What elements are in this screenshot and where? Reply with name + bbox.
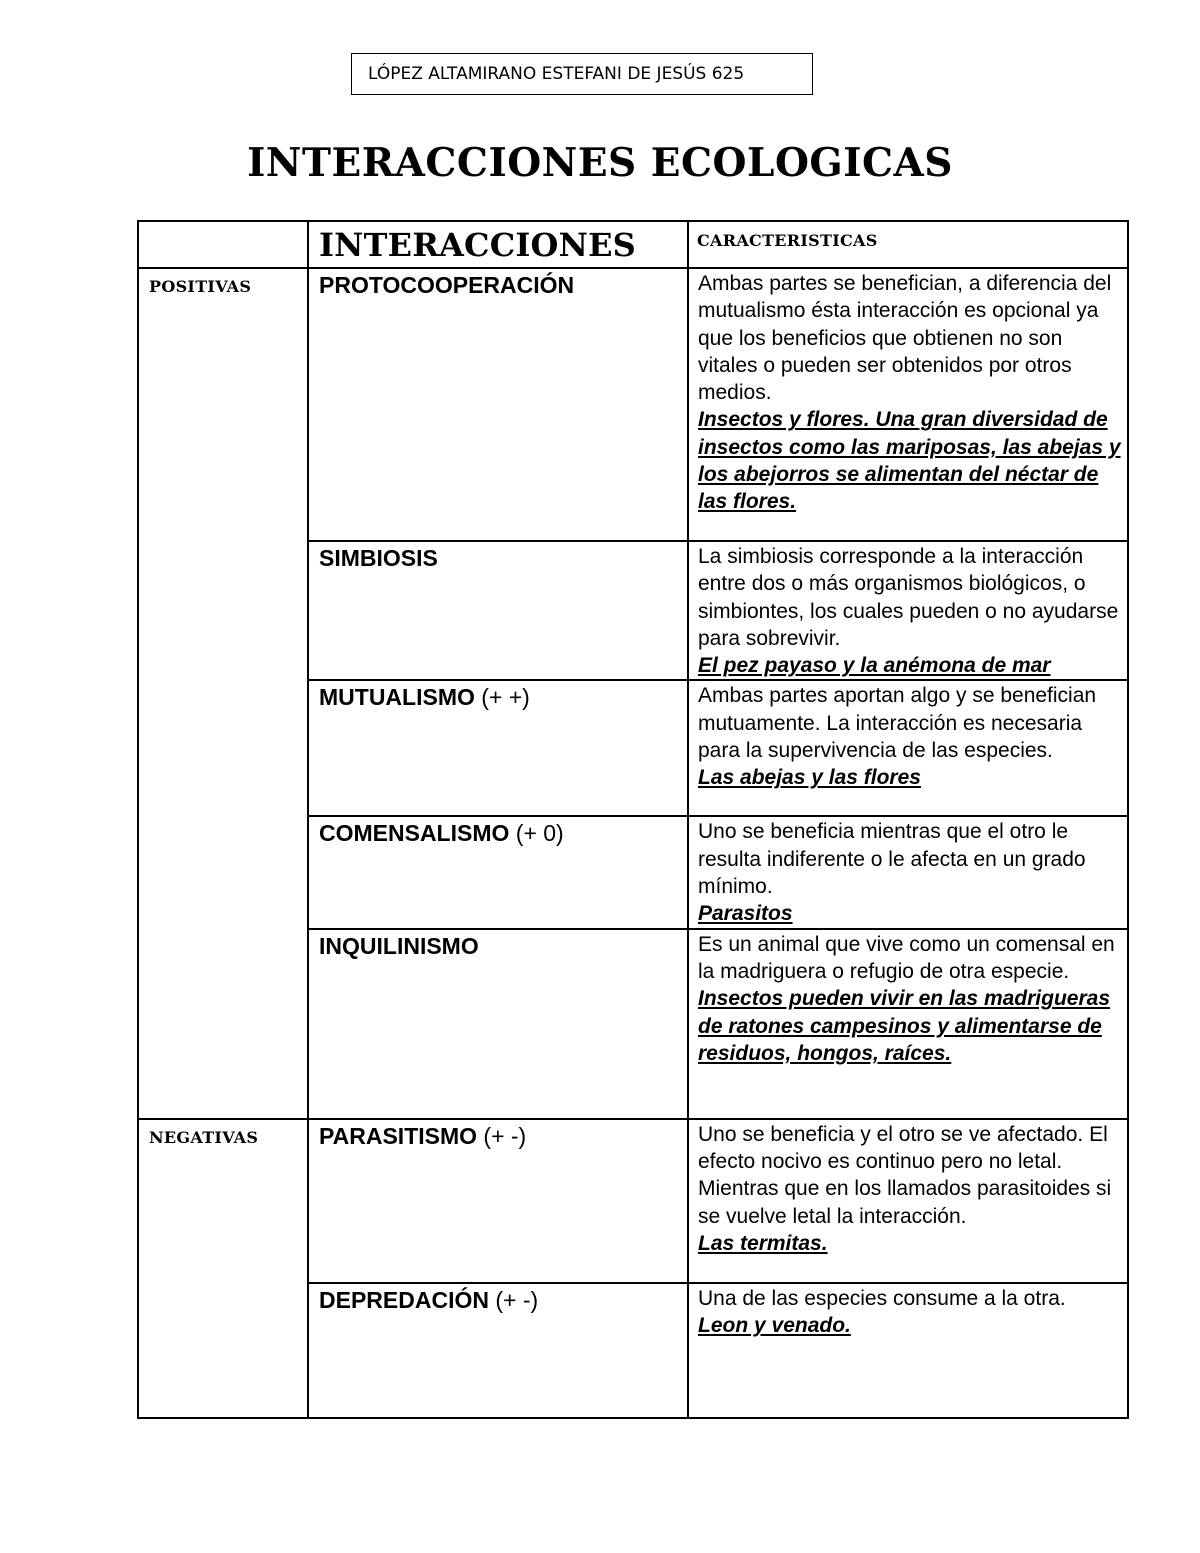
interaction-cell <box>308 1119 688 1283</box>
header-caracteristicas <box>688 221 1128 268</box>
interaction-name: SIMBIOSIS <box>319 545 438 571</box>
category-negativas: NEGATIVAS <box>149 1127 259 1147</box>
example-text: El pez payaso y la anémona de mar <box>698 654 1051 678</box>
description-text: Uno se beneficia mientras que el otro le resulta indiferente o le afecta en un grado mínimo. <box>698 820 1086 899</box>
description-text: Ambas partes aportan algo y se benefician mutuamente. La interacción es necesaria para la supervivencia de las especies. <box>698 684 1097 763</box>
description-text: Uno se beneficia y el otro se ve afectado. El efecto nocivo es continuo pero no letal. Mientras que en los llamados parasitoides si se vuelve letal la interacción. <box>698 1122 1112 1228</box>
interaction-name: PROTOCOOPERACIÓN <box>319 272 575 298</box>
header-interacciones <box>308 221 688 268</box>
example-text: Leon y venado. <box>698 1313 851 1337</box>
description-text: Una de las especies consume a la otra. <box>698 1286 1066 1310</box>
description-text: La simbiosis corresponde a la interacción entre dos o más organismos biológicos, o simbiontes, los cuales pueden o no ayudarse para sobrevivir. <box>698 545 1119 650</box>
category-positivas-cell <box>138 268 308 1119</box>
table-header-row <box>138 221 1128 268</box>
description-cell <box>688 816 1128 928</box>
description-cell <box>688 1119 1128 1283</box>
category-positivas: POSITIVAS <box>149 277 252 296</box>
header-caracteristicas-label: CARACTERISTICAS <box>697 231 878 250</box>
student-name-box: LÓPEZ ALTAMIRANO ESTEFANI DE JESÚS 625 <box>351 53 813 95</box>
interaction-name: COMENSALISMO <box>319 820 510 847</box>
interaction-name: MUTUALISMO <box>319 684 475 711</box>
example-text: Parasitos <box>698 902 793 926</box>
interaction-sign: (+ +) <box>481 684 530 711</box>
interaction-sign: (+ -) <box>483 1122 527 1149</box>
description-text: Ambas partes se benefician, a diferencia del mutualismo ésta interacción es opcional ya que los beneficios que obtienen no son vitales o pueden ser obtenidos por otros medios. <box>698 272 1112 405</box>
example-text: Las termitas. <box>698 1231 828 1255</box>
empty-header-cell <box>138 221 308 268</box>
interaction-cell <box>308 268 688 541</box>
interaction-cell <box>308 680 688 816</box>
table-row <box>138 268 1128 541</box>
interaction-cell <box>308 541 688 680</box>
interactions-table <box>137 220 1129 1419</box>
interaction-sign: (+ -) <box>495 1286 539 1313</box>
interaction-cell <box>308 929 688 1119</box>
interaction-cell <box>308 816 688 928</box>
description-cell <box>688 541 1128 680</box>
example-text: Las abejas y las flores <box>698 766 921 790</box>
description-text: Es un animal que vive como un comensal en la madriguera o refugio de otra especie. <box>698 932 1115 983</box>
example-text: Insectos y flores. Una gran diversidad de insectos como las mariposas, las abejas y los abejorros se alimentan del néctar de las flores. <box>698 408 1121 514</box>
category-negativas-cell <box>138 1119 308 1418</box>
header-interacciones-label: INTERACCIONES <box>319 226 636 264</box>
description-cell <box>688 268 1128 541</box>
interaction-name: INQUILINISMO <box>319 932 479 959</box>
table-row <box>138 1119 1128 1283</box>
page-title: INTERACCIONES ECOLOGICAS <box>247 140 953 186</box>
interaction-name: PARASITISMO <box>319 1122 478 1149</box>
interaction-sign: (+ 0) <box>515 820 564 847</box>
description-cell <box>688 1283 1128 1418</box>
interaction-cell <box>308 1283 688 1418</box>
description-cell <box>688 929 1128 1119</box>
interaction-name: DEPREDACIÓN <box>319 1286 489 1313</box>
example-text: Insectos pueden vivir en las madrigueras de ratones campesinos y alimentarse de residuos, hongos, raíces. <box>698 987 1110 1065</box>
description-cell <box>688 680 1128 816</box>
